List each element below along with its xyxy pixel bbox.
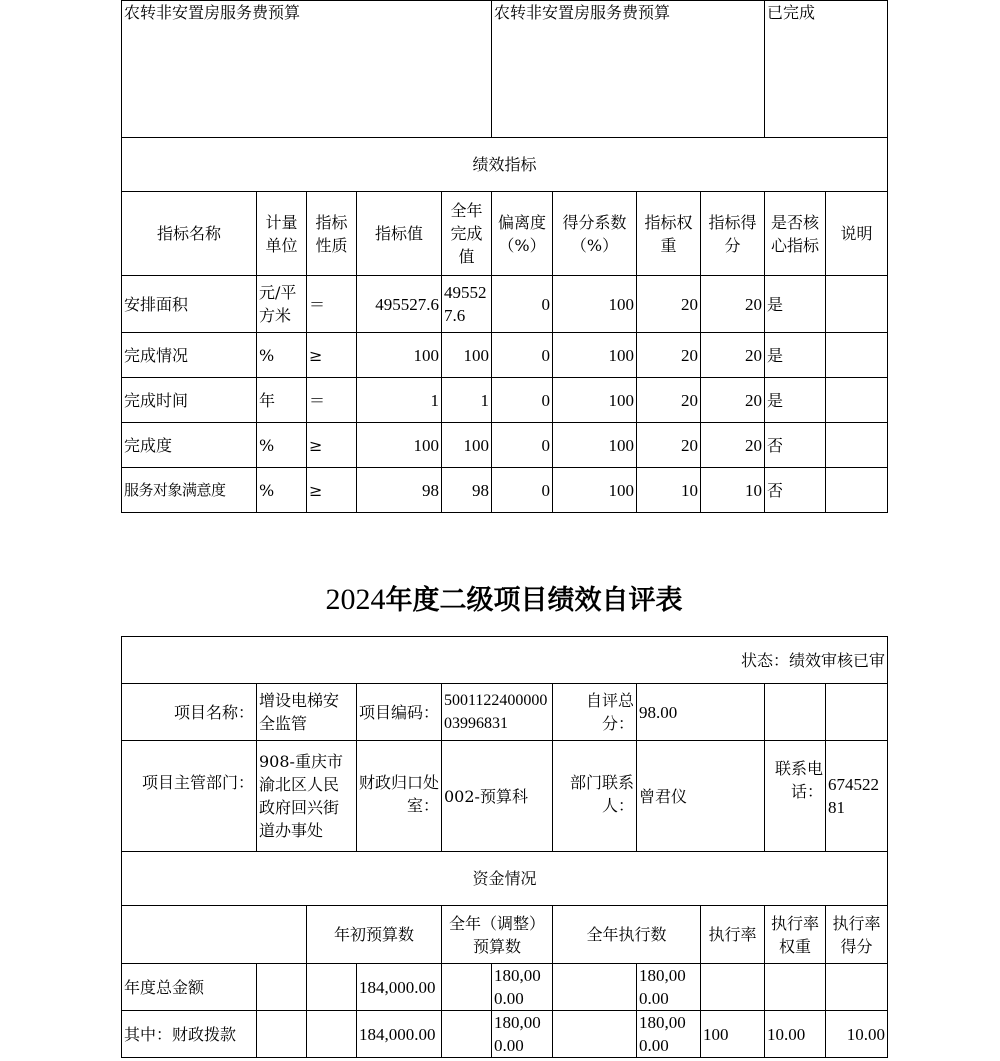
indicator-unit: % xyxy=(257,468,307,513)
header-row xyxy=(122,192,888,276)
remark xyxy=(826,333,888,378)
indicator-value: 98 xyxy=(357,468,442,513)
deviation: 0 xyxy=(492,468,553,513)
empty-cell xyxy=(553,964,637,1011)
deviation: 0 xyxy=(492,378,553,423)
weight: 20 xyxy=(637,276,701,333)
project-code-value: 500112240000003996831 xyxy=(442,684,553,741)
self-score-value: 98.00 xyxy=(637,684,765,741)
indicator-name: 完成度 xyxy=(122,423,257,468)
deviation: 0 xyxy=(492,423,553,468)
score: 10 xyxy=(701,468,765,513)
finance-office-label: 财政归口处室： xyxy=(357,741,442,852)
content-cell: 农转非安置房服务费预算 xyxy=(492,1,765,138)
project-info-row xyxy=(122,684,888,741)
funds-row-label: 年度总金额 xyxy=(122,964,257,1011)
column-header: 执行率权重 xyxy=(765,906,826,964)
score-coefficient: 100 xyxy=(553,378,637,423)
score-coefficient: 100 xyxy=(553,333,637,378)
funds-row xyxy=(122,964,888,1011)
indicator-unit: 年 xyxy=(257,378,307,423)
status-cell: 已完成 xyxy=(765,1,888,138)
status-text: 状态：绩效审核已审 xyxy=(122,637,888,684)
empty-cell xyxy=(257,964,307,1011)
column-header: 计量单位 xyxy=(257,192,307,276)
dept-label: 项目主管部门： xyxy=(122,741,257,852)
form-title-text: 年度二级项目绩效自评表 xyxy=(385,585,683,616)
indicator-name: 完成情况 xyxy=(122,333,257,378)
indicator-name: 安排面积 xyxy=(122,276,257,333)
indicator-actual: 1 xyxy=(442,378,492,423)
column-header: 指标名称 xyxy=(122,192,257,276)
indicator-actual: 495527.6 xyxy=(442,276,492,333)
section-title: 绩效指标 xyxy=(122,138,888,192)
indicator-name: 完成时间 xyxy=(122,378,257,423)
table-row xyxy=(122,333,888,378)
finance-office-value: 002-预算科 xyxy=(442,741,553,852)
table-row xyxy=(122,468,888,513)
indicator-nature: ＝ xyxy=(307,378,357,423)
empty-cell xyxy=(826,684,888,741)
form-title xyxy=(121,578,887,623)
indicator-actual: 100 xyxy=(442,333,492,378)
remark xyxy=(826,423,888,468)
indicator-value: 495527.6 xyxy=(357,276,442,333)
rate-weight: 10.00 xyxy=(765,1011,826,1058)
indicator-actual: 98 xyxy=(442,468,492,513)
empty-cell xyxy=(442,964,492,1011)
weight: 10 xyxy=(637,468,701,513)
remark xyxy=(826,378,888,423)
column-header: 得分系数（%） xyxy=(553,192,637,276)
column-header: 是否核心指标 xyxy=(765,192,826,276)
column-header: 全年（调整）预算数 xyxy=(442,906,553,964)
weight: 20 xyxy=(637,423,701,468)
project-name-value: 增设电梯安全监管 xyxy=(257,684,357,741)
column-header: 年初预算数 xyxy=(307,906,442,964)
dept-value: 908-重庆市渝北区人民政府回兴街道办事处 xyxy=(257,741,357,852)
indicator-name: 服务对象满意度 xyxy=(122,468,257,513)
initial-budget: 184,000.00 xyxy=(357,964,442,1011)
indicator-nature: ＝ xyxy=(307,276,357,333)
execution-rate xyxy=(701,964,765,1011)
deviation: 0 xyxy=(492,276,553,333)
score: 20 xyxy=(701,333,765,378)
score: 20 xyxy=(701,378,765,423)
score: 20 xyxy=(701,423,765,468)
adjusted-budget: 180,000.00 xyxy=(492,1011,553,1058)
column-header: 指标性质 xyxy=(307,192,357,276)
deviation: 0 xyxy=(492,333,553,378)
column-header: 说明 xyxy=(826,192,888,276)
form-title-year: 2024 xyxy=(325,583,386,616)
self-evaluation-table xyxy=(121,636,888,1058)
contact-label: 部门联系人： xyxy=(553,741,637,852)
project-name-label: 项目名称： xyxy=(122,684,257,741)
weight: 20 xyxy=(637,333,701,378)
remark xyxy=(826,468,888,513)
core-flag: 否 xyxy=(765,468,826,513)
score-coefficient: 100 xyxy=(553,276,637,333)
empty-cell xyxy=(122,906,307,964)
empty-cell xyxy=(553,1011,637,1058)
indicator-actual: 100 xyxy=(442,423,492,468)
content-cell: 农转非安置房服务费预算 xyxy=(122,1,492,138)
funds-section-title: 资金情况 xyxy=(122,852,888,906)
content-row xyxy=(122,1,888,138)
funds-row xyxy=(122,1011,888,1058)
score-coefficient: 100 xyxy=(553,423,637,468)
executed-amount: 180,000.00 xyxy=(637,964,701,1011)
indicator-value: 100 xyxy=(357,333,442,378)
contact-value: 曾君仪 xyxy=(637,741,765,852)
column-header: 偏离度（%） xyxy=(492,192,553,276)
empty-cell xyxy=(765,684,826,741)
indicator-nature: ≥ xyxy=(307,423,357,468)
empty-cell xyxy=(442,1011,492,1058)
performance-indicator-table xyxy=(121,0,888,513)
rate-score xyxy=(826,964,888,1011)
rate-score: 10.00 xyxy=(826,1011,888,1058)
adjusted-budget: 180,000.00 xyxy=(492,964,553,1011)
project-code-label: 项目编码： xyxy=(357,684,442,741)
column-header: 全年执行数 xyxy=(553,906,701,964)
remark xyxy=(826,276,888,333)
rate-weight xyxy=(765,964,826,1011)
executed-amount: 180,000.00 xyxy=(637,1011,701,1058)
weight: 20 xyxy=(637,378,701,423)
core-flag: 是 xyxy=(765,378,826,423)
indicator-nature: ≥ xyxy=(307,468,357,513)
core-flag: 是 xyxy=(765,276,826,333)
column-header: 指标值 xyxy=(357,192,442,276)
indicator-unit: % xyxy=(257,423,307,468)
column-header: 全年完成值 xyxy=(442,192,492,276)
department-info-row xyxy=(122,741,888,852)
column-header: 执行率 xyxy=(701,906,765,964)
indicator-value: 1 xyxy=(357,378,442,423)
initial-budget: 184,000.00 xyxy=(357,1011,442,1058)
column-header: 执行率得分 xyxy=(826,906,888,964)
score-coefficient: 100 xyxy=(553,468,637,513)
execution-rate: 100 xyxy=(701,1011,765,1058)
empty-cell xyxy=(257,1011,307,1058)
score: 20 xyxy=(701,276,765,333)
empty-cell xyxy=(307,1011,357,1058)
core-flag: 否 xyxy=(765,423,826,468)
phone-label: 联系电话： xyxy=(765,741,826,852)
self-score-label: 自评总分： xyxy=(553,684,637,741)
empty-cell xyxy=(307,964,357,1011)
funds-row-label: 其中：财政拨款 xyxy=(122,1011,257,1058)
column-header: 指标得分 xyxy=(701,192,765,276)
funds-header-row xyxy=(122,906,888,964)
indicator-unit: % xyxy=(257,333,307,378)
indicator-value: 100 xyxy=(357,423,442,468)
phone-value: 67452281 xyxy=(826,741,888,852)
core-flag: 是 xyxy=(765,333,826,378)
table-row xyxy=(122,276,888,333)
column-header: 指标权重 xyxy=(637,192,701,276)
table-row xyxy=(122,423,888,468)
indicator-nature: ≥ xyxy=(307,333,357,378)
table-row xyxy=(122,378,888,423)
indicator-unit: 元/平方米 xyxy=(257,276,307,333)
